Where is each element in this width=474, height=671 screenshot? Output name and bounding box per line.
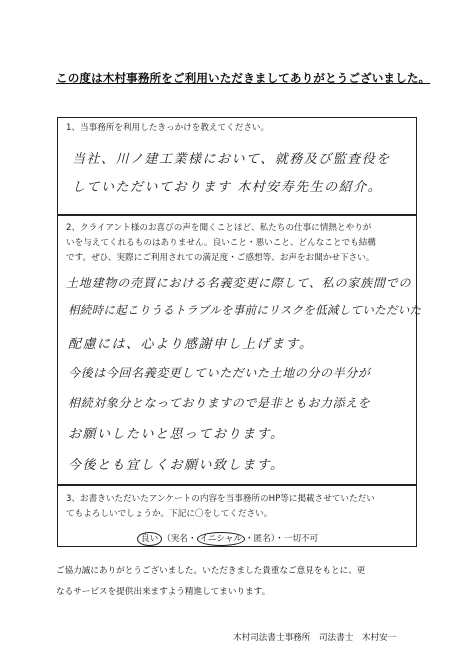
option-good-circled[interactable]: 良い: [137, 532, 162, 546]
question-2-box: [57, 215, 422, 485]
thanks-line: ご協力誠にありがとうございました。いただきました貴重なご意見をもとに、更: [56, 566, 366, 576]
thanks-line: なるサービスを提供出来ますよう精進してまいります。: [56, 587, 271, 597]
question-3-text-line: 3、お書きいただいたアンケートの内容を当事務所のHP等に掲載させていただい: [66, 494, 375, 504]
question-2-text-line: 2、クライアント様のお喜びの声を聞くことほど、私たちの仕事に情熱とやりが: [66, 223, 372, 233]
option-open: （実名・: [162, 534, 197, 544]
answer-2-line: 相続時に起こりうるトラブルを事前にリスクを低減していただいた: [68, 303, 422, 317]
answer-1-line: 当社、川ノ建工業様において、就務及び監査役を: [72, 152, 391, 167]
office-signature: 木村司法書士事務所 司法書士 木村安一: [233, 633, 397, 643]
thanks-message: [56, 563, 418, 601]
question-2-text-line: いを与えてくれるものはありません。良いこと・悪いこと、どんなことでも結構: [66, 238, 376, 248]
option-initial-circled[interactable]: イニシャル: [197, 532, 245, 546]
answer-2-line: 土地建物の売買における名義変更に際して、私の家族間での: [66, 276, 412, 290]
answer-2-line: 相続対象分となっておりますので是非ともお力添えを: [68, 396, 371, 410]
answer-1-line: していただいております 木村安寿先生の紹介。: [72, 180, 383, 195]
option-close: ・匿名）: [245, 534, 276, 544]
answer-2-line: 今後は今回名義変更していただいた土地の分の半分が: [68, 366, 371, 380]
question-3-text-line: てもよろしいでしょうか。下記に〇をしてください。: [66, 509, 273, 519]
question-3-box: [57, 485, 417, 547]
answer-2-line: お願いしたいと思っております。: [68, 427, 285, 442]
answer-2-line: 今後とも宜しくお願い致します。: [68, 458, 285, 473]
question-1-box: [57, 117, 417, 215]
publication-options: [137, 532, 318, 544]
question-2-text-line: です。ぜひ、実際にご利用されての満足度・ご感想等、お声をお聞かせ下さい。: [66, 253, 375, 263]
answer-2-line: 配慮には、心より感謝申し上げます。: [68, 337, 314, 352]
page-title: この度は木村事務所をご利用いただきましてありがとうございました。: [56, 71, 431, 85]
question-1-text: 1、当事務所を利用したきっかけを教えてください。: [66, 123, 270, 133]
option-no[interactable]: ・一切不可: [275, 534, 319, 544]
